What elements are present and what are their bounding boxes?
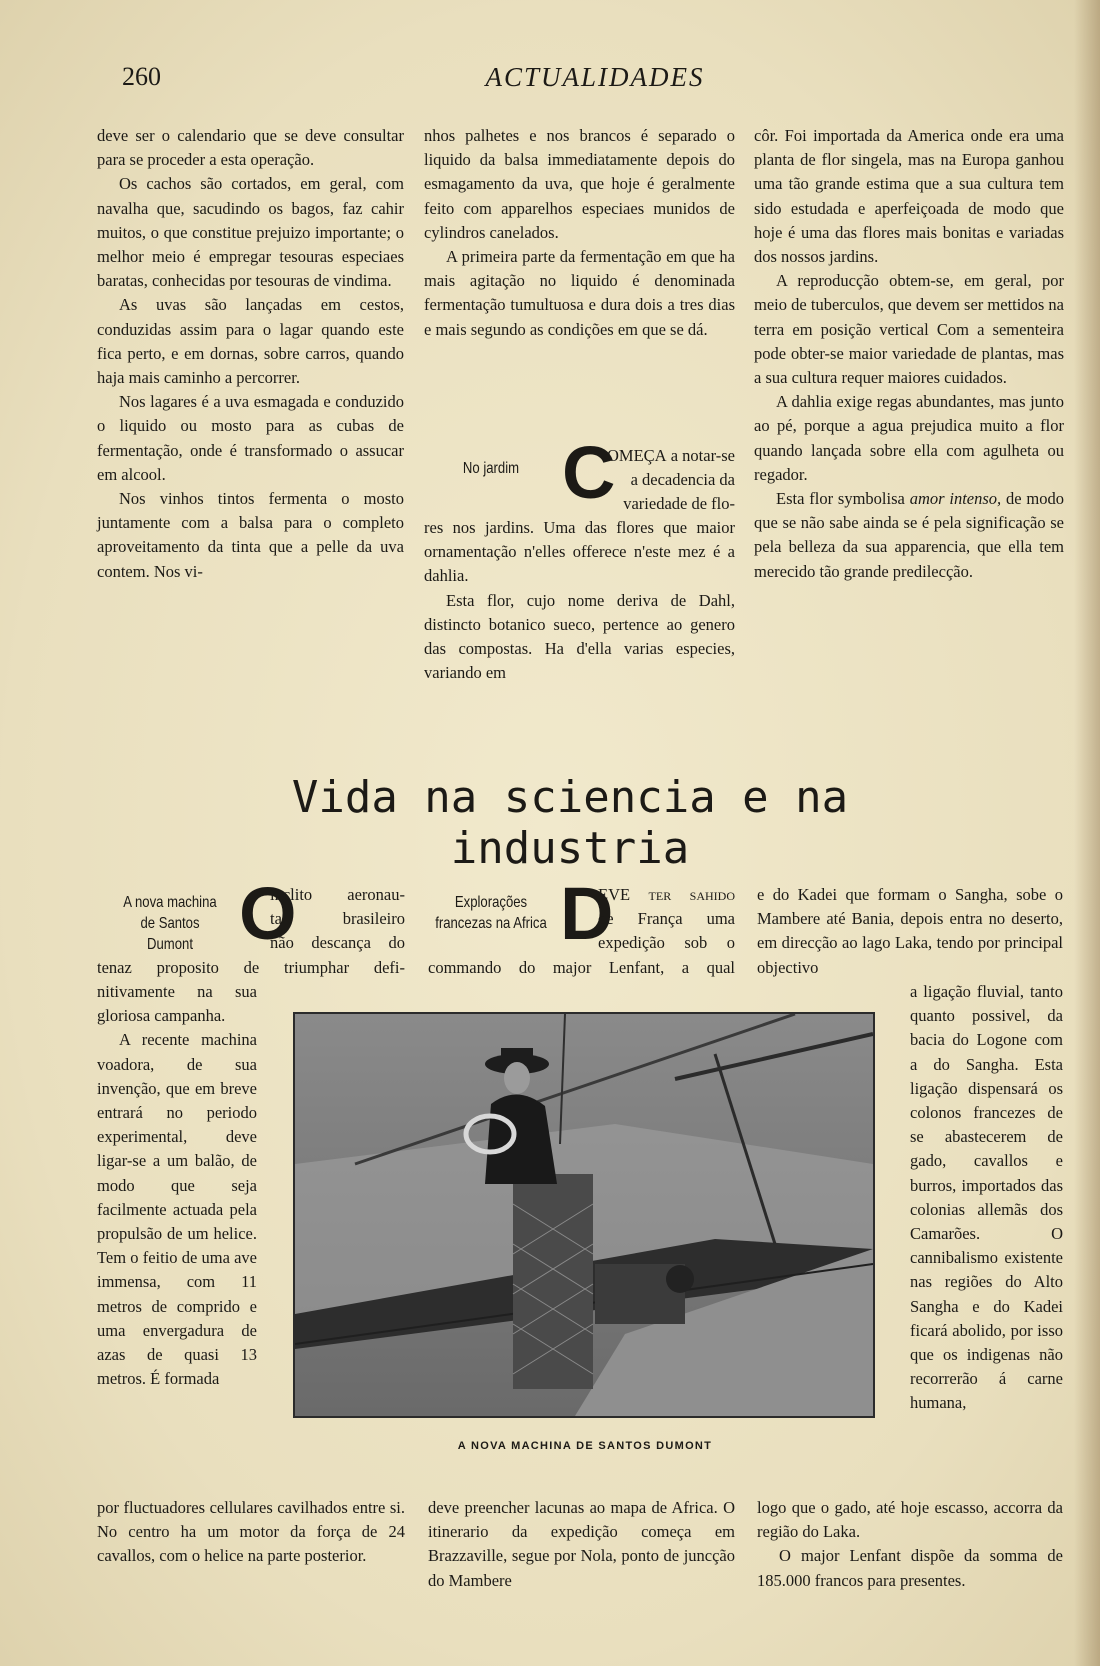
paragraph: Esta flor, cujo nome deriva de Dahl, distincto botanico sueco, pertence ao genero das compostas. Ha d'ella varias especies, variando em xyxy=(424,590,735,683)
text: Esta flor symbolisa xyxy=(776,489,905,509)
dropcap-d: D xyxy=(560,872,614,955)
paragraph: Os cachos são cortados, em geral, com navalha que, sacudindo os bagos, faz cahir muitos, o que constitue prejuizo importante; o melhor meio é empregar tesouras especiaes baratas, conhecidas por tesouras de vindima. xyxy=(97,174,404,291)
africa-lead-lines xyxy=(598,883,735,956)
africa-cont: deve preencher lacunas ao mapa de Africa. O itinerario da expedição começa em Brazzaville, segue por Nola, ponto de juncção do Mambere xyxy=(428,1498,735,1590)
page-number: 260 xyxy=(122,62,161,91)
line xyxy=(598,883,735,907)
column-1-vindima xyxy=(97,124,404,584)
photo-caption: A NOVA MACHINA DE SANTOS DUMONT xyxy=(457,1440,713,1452)
paragraph: Nos vinhos tintos fermenta o mosto juntamente com a balsa para o completo aproveitamento da tinta que a pelle da uva contem. Nos vi- xyxy=(97,489,404,581)
paragraph: As uvas são lançadas em cestos, conduzidas assim para o lagar quando este fica perto, e em dornas, sobre carros, quando haja mais caminho a percorrer. xyxy=(97,295,404,388)
paragraph: nhos palhetes e nos brancos é separado o liquido da balsa immediatamente depois do esmagamento da uva, que hoje é geralmente feito com apparelhos especiaes munidos de cylindros canelados. xyxy=(424,126,735,242)
africa-col3-narrow: a ligação fluvial, tanto quanto possivel, da bacia do Logone com a do Sangha. Esta ligação dispensará os colonos francezes de se abastecerem de gado, cavallos e burros, importados das colonias allemãs dos Camarões. O cannibalismo existente nas regiões do Alto Sangha e do Kadei ficará abolido, por isso que os indigenas não recorrerão á carne humana, xyxy=(910,982,1063,1413)
page-edge-shadow xyxy=(1074,0,1100,1666)
column-3-dahlia xyxy=(754,124,1064,584)
sidehead-santos-dumont xyxy=(116,892,224,955)
paragraph: res nos jardins. Uma das flores que maior ornamentação n'elles offerece n'este mez é a dahlia. xyxy=(424,518,735,586)
section-headline: Vida na sciencia e na industria xyxy=(291,772,849,874)
santos-lead-lines xyxy=(270,883,405,956)
paragraph: logo que o gado, até hoje escasso, accorra da região do Laka. xyxy=(757,1498,1063,1542)
emphasis: amor intenso, xyxy=(909,489,1002,509)
paragraph: Nos lagares é a uva esmagada e conduzido o liquido ou mosto para as cubas de fermentação, onde é transformado o assucar em alcool. xyxy=(97,392,404,484)
capword-line: EVE ter sahido xyxy=(598,885,735,904)
paragraph: A reproducção obtem-se, em geral, por meio de tuberculos, que devem ser mettidos na terra em posição vertical Com a sementeira pode obter-se maior variedade de plantas, mas a sua cultura requer maiores cuidados. xyxy=(754,271,1064,388)
africa-line4: commando do major Lenfant, a qual xyxy=(428,958,735,977)
santos-line4: tenaz proposito de triumphar defi- xyxy=(97,958,405,977)
sidehead-line: Explorações xyxy=(454,894,528,911)
paragraph: A dahlia exige regas abundantes, mas junto ao pé, porque a agua prejudica muito a flor quando lançada sobre ella com agulheta ou regador. xyxy=(754,392,1064,484)
africa-col3-bottom xyxy=(757,1496,1063,1593)
column-2-vinhos xyxy=(424,124,735,342)
jardim-lead-start: a notar-se a decadencia da variedade de flo- xyxy=(623,446,735,514)
paragraph: A primeira parte da fermentação em que ha mais agitação no liquido é denominada fermentação tumultuosa e dura dois a tres dias e mais segundo as condições em que se dá. xyxy=(424,247,735,339)
sidehead-line: francezas na Africa xyxy=(435,915,547,932)
jardim-lead-lines xyxy=(598,444,735,517)
sidehead-africa xyxy=(433,892,549,934)
line: não descança do xyxy=(270,933,405,953)
line: inclito aeronau- xyxy=(270,885,405,904)
santos-narrow-column xyxy=(97,980,257,1391)
paragraph: nitivamente na sua gloriosa campanha. xyxy=(97,982,257,1026)
running-title: ACTUALIDADES xyxy=(485,62,705,92)
jardim-body xyxy=(424,516,735,685)
line: de França uma xyxy=(598,909,735,929)
photo-illustration xyxy=(295,1014,873,1416)
paragraph: côr. Foi importada da America onde era uma planta de flor singela, mas na Europa ganhou uma tão grande estima que a sua cultura tem sido estudada e aperfeiçoada de modo que hoje é uma das flores mais bonitas e variadas dos nossos jardins. xyxy=(754,126,1064,267)
line: expedição sob o xyxy=(598,933,735,953)
dropcap-o: O xyxy=(239,872,297,955)
sidehead-no-jardim: No jardim xyxy=(462,460,520,477)
paragraph: O major Lenfant dispõe da somma de 185.000 francos para presentes. xyxy=(757,1546,1063,1590)
paragraph: A recente machina voadora, de sua invenção, que em breve entrará no periodo experimental, deve ligar-se a um balão, de modo que seja facilmente actuada pela propulsão de um helice. Tem o feitio de uma ave immensa, com 11 metros de comprido e uma envergadura de azas de quasi 13 metros. É formada xyxy=(97,1030,257,1389)
capword: OMEÇA xyxy=(607,446,667,465)
dropcap-c: C xyxy=(562,431,616,514)
sidehead-line: A nova machina xyxy=(123,894,217,911)
paragraph: deve ser o calendario que se deve consultar para se proceder a esta operação. xyxy=(97,126,404,170)
santos-dumont-photo xyxy=(293,1012,875,1418)
africa-col3-top: e do Kadei que formam o Sangha, sobe o Mambere até Bania, depois entra no deserto, em direcção ao lago Laka, tendo por principal objectivo xyxy=(757,885,1063,977)
sidehead-line: de Santos Dumont xyxy=(140,915,200,953)
santos-end: por fluctuadores cellulares cavilhados entre si. No centro ha um motor da força de 24 cavallos, com o helice na parte posterior. xyxy=(97,1498,405,1566)
text: de modo que se não sabe ainda se é pela significação se pela belleza da sua apparencia, que ella tem merecido tão grande predilecção. xyxy=(754,489,1064,581)
paragraph xyxy=(754,487,1064,584)
line: ta brasileiro xyxy=(270,909,405,929)
